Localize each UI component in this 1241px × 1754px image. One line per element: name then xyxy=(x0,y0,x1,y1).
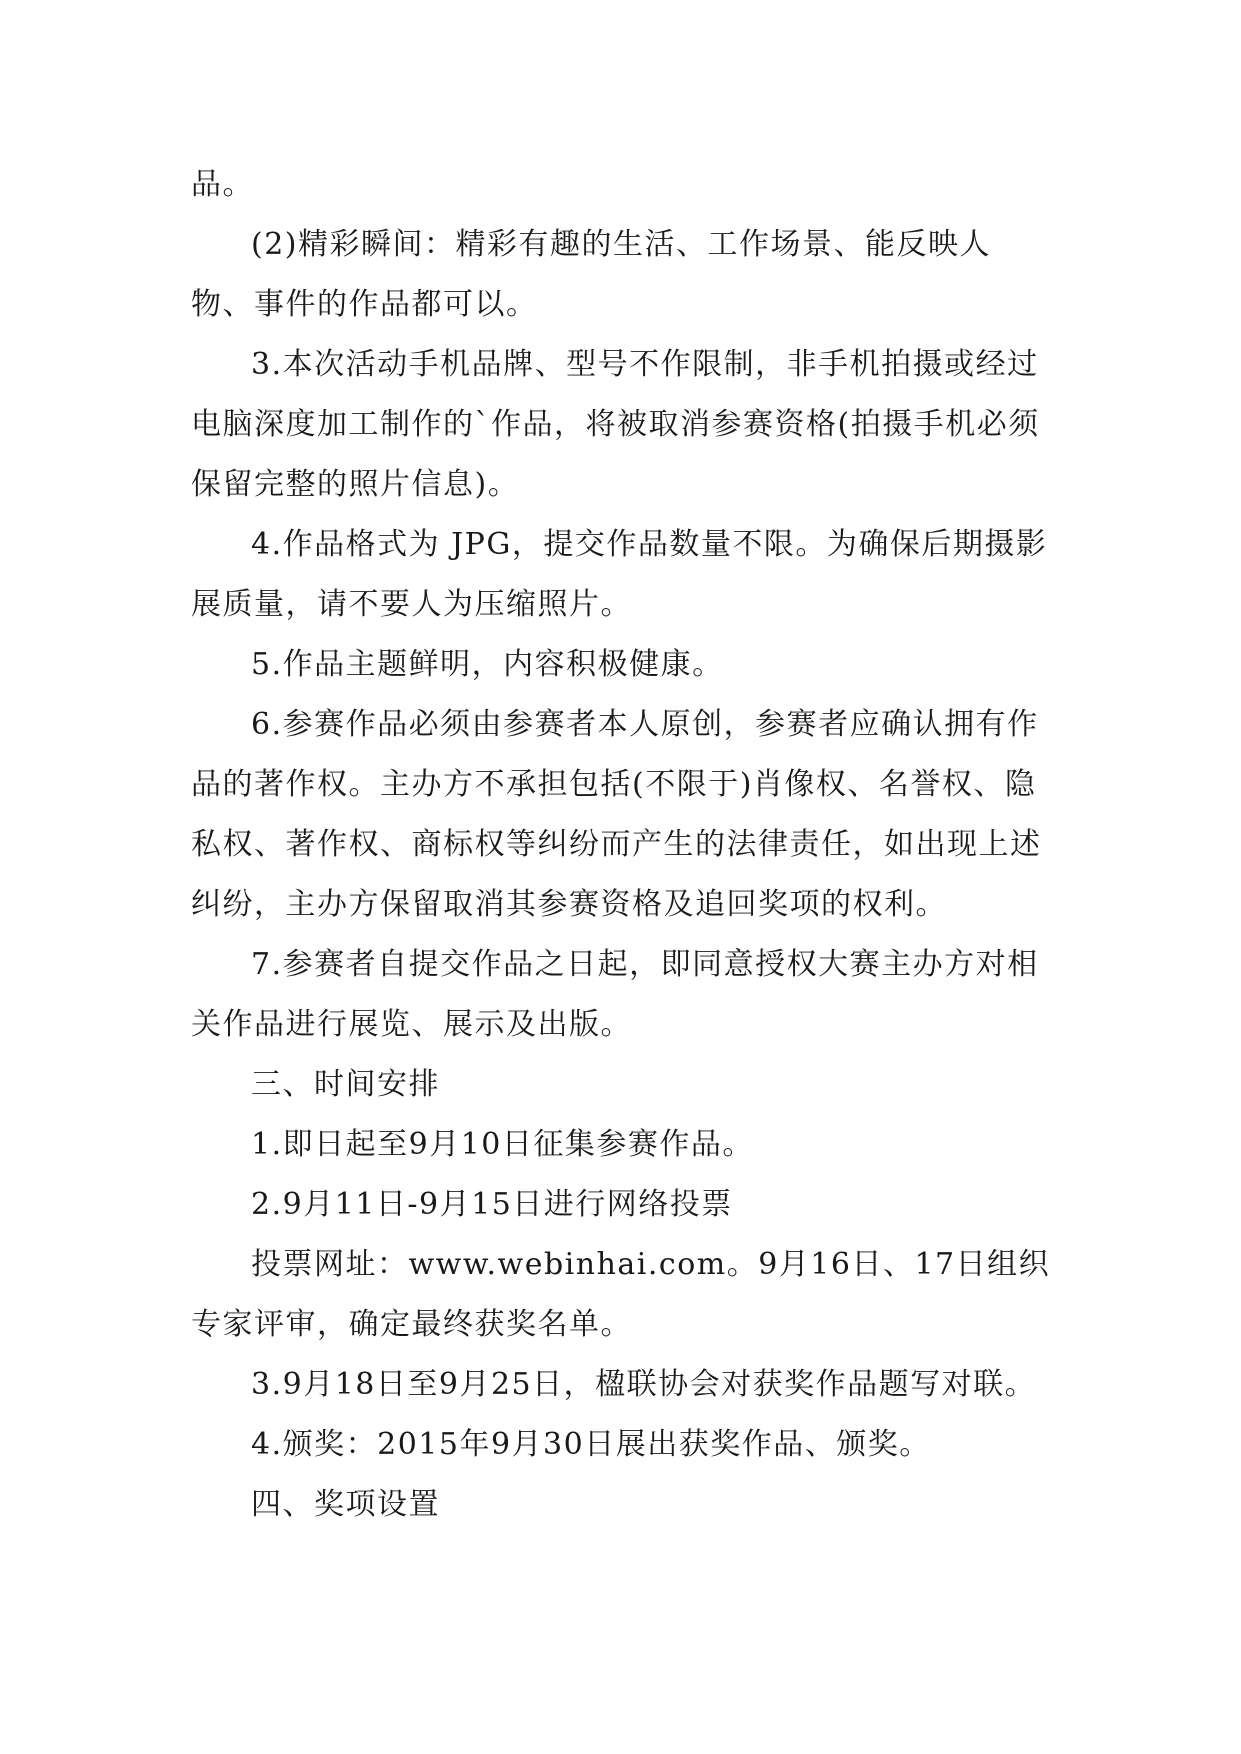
section-heading-awards: 四、奖项设置 xyxy=(251,1487,440,1522)
paragraph-rule-5: 5.作品主题鲜明，内容积极健康。 xyxy=(251,647,724,682)
paragraph-rule-3: 3.本次活动手机品牌、型号不作限制，非手机拍摄或经过电脑深度加工制作的`作品，将被取消参赛资格(拍摄手机必须保留完整的照片信息)。 xyxy=(191,347,1040,502)
paragraph-schedule-4: 4.颁奖：2015年9月30日展出获奖作品、颁奖。 xyxy=(251,1427,931,1462)
paragraph-voting-url: 投票网址：www.webinhai.com。9月16日、17日组织专家评审，确定最终获奖名单。 xyxy=(191,1247,1051,1342)
paragraph-continuation: 品。 xyxy=(191,167,254,202)
paragraph-schedule-1: 1.即日起至9月10日征集参赛作品。 xyxy=(251,1127,754,1162)
document-body xyxy=(191,155,1051,1535)
paragraph-rule-7: 7.参赛者自提交作品之日起，即同意授权大赛主办方对相关作品进行展览、展示及出版。 xyxy=(191,947,1039,1042)
paragraph-schedule-2: 2.9月11日-9月15日进行网络投票 xyxy=(251,1187,733,1222)
paragraph-rule-4: 4.作品格式为 JPG，提交作品数量不限。为确保后期摄影展质量，请不要人为压缩照片。 xyxy=(191,527,1048,622)
paragraph-item-2-moments: (2)精彩瞬间：精彩有趣的生活、工作场景、能反映人物、事件的作品都可以。 xyxy=(191,227,991,322)
paragraph-rule-6: 6.参赛作品必须由参赛者本人原创，参赛者应确认拥有作品的著作权。主办方不承担包括(不限于)肖像权、名誉权、隐私权、著作权、商标权等纠纷而产生的法律责任，如出现上述纠纷，主办方保留取消其参赛资格及追回奖项的权利。 xyxy=(191,707,1042,922)
paragraph-schedule-3: 3.9月18日至9月25日，楹联协会对获奖作品题写对联。 xyxy=(251,1367,1037,1402)
section-heading-schedule: 三、时间安排 xyxy=(251,1067,440,1102)
